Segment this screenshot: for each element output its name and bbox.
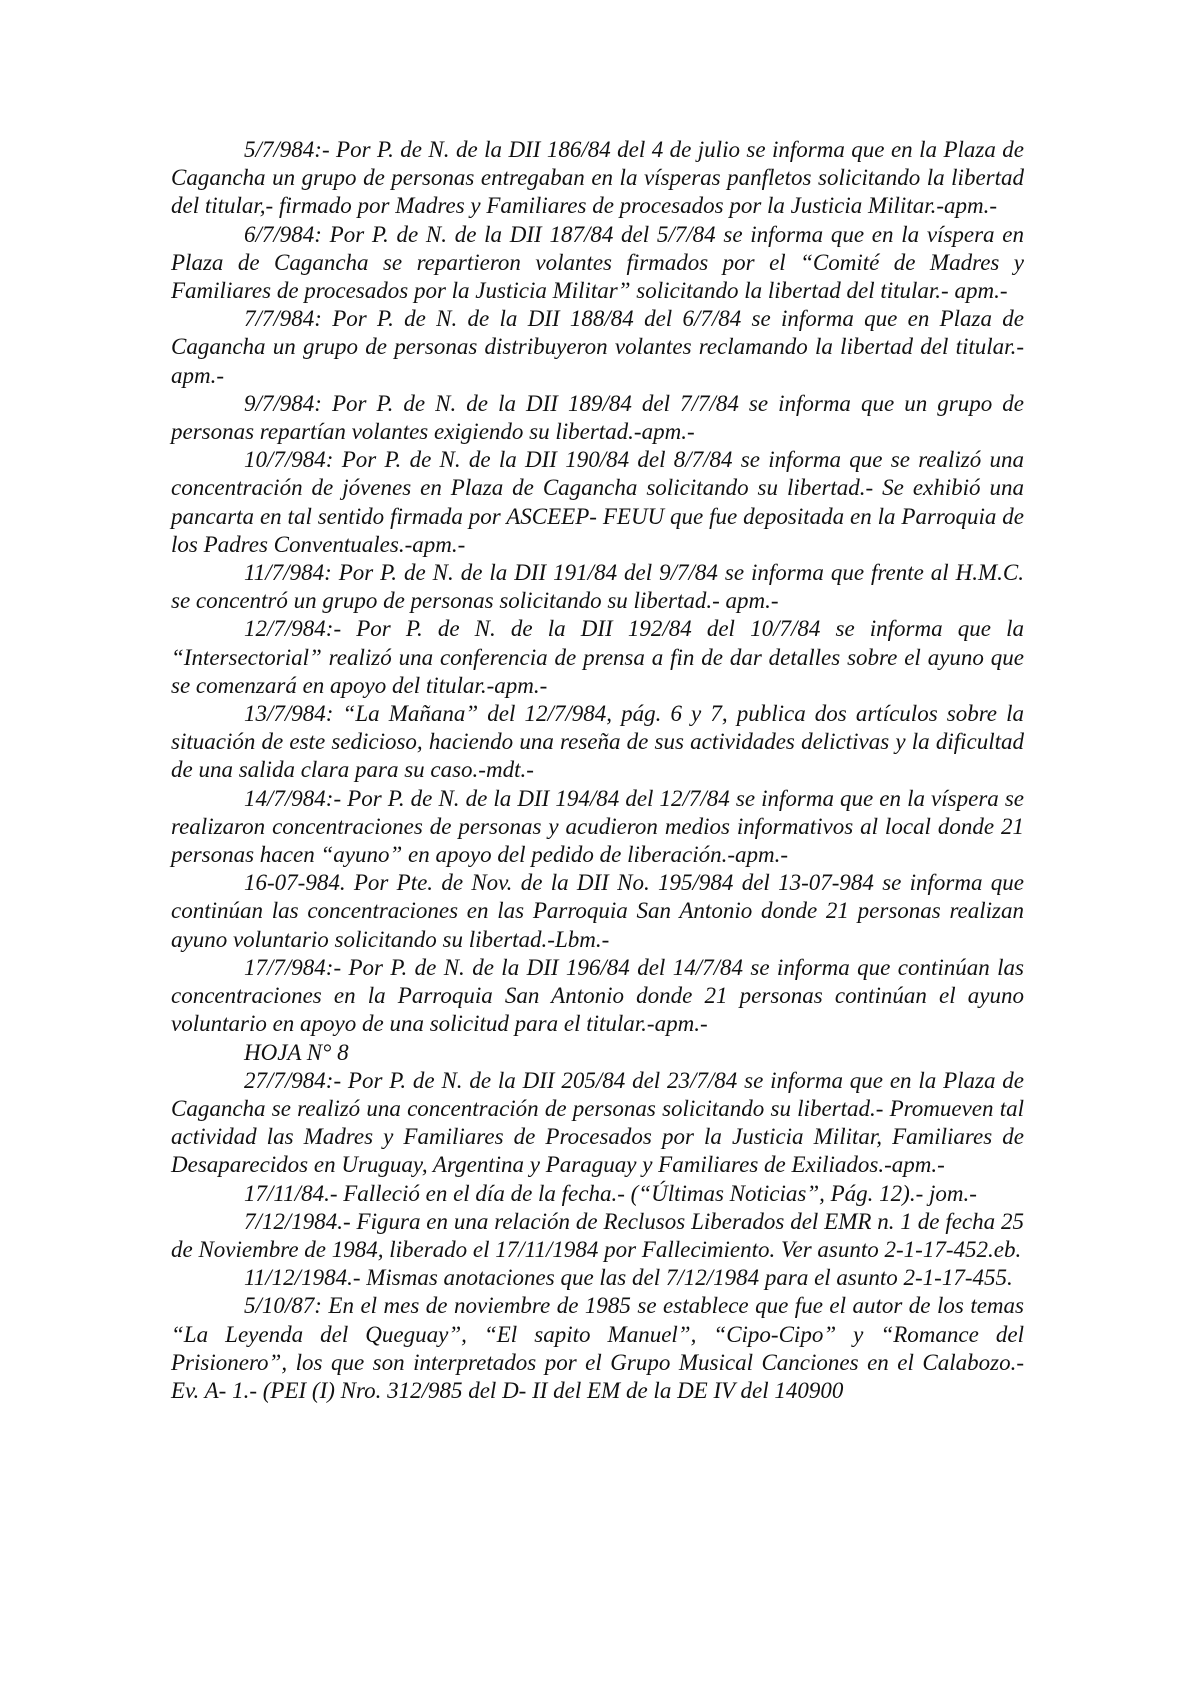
entry-paragraph: 7/7/984: Por P. de N. de la DII 188/84 del 6/7/84 se informa que en Plaza de Cagancha un grupo de personas distribuyeron volantes reclamando la libertad del titular.-apm.- [171,306,1024,388]
entry-paragraph: 11/7/984: Por P. de N. de la DII 191/84 del 9/7/84 se informa que frente al H.M.C. se concentró un grupo de personas solicitando su libertad.- apm.- [171,560,1024,614]
entry-paragraph: 5/10/87: En el mes de noviembre de 1985 se establece que fue el autor de los temas “La Leyenda del Queguay”, “El sapito Manuel”, “Cipo-Cipo” y “Romance del Prisionero”, los que son interpretados por el Grupo Musical Canciones en el Calabozo.- Ev. A- 1.- (PEI (I) Nro. 312/985 del D- II del EM de la DE IV del 140900 [171,1293,1024,1403]
entry-paragraph: 27/7/984:- Por P. de N. de la DII 205/84 del 23/7/84 se informa que en la Plaza de Cagancha se realizó una concentración de personas solicitando su libertad.- Promueven tal actividad las Madres y Familiares de Procesados por la Justicia Militar, Familiares de Desaparecidos en Uruguay, Argentina y Paraguay y Familiares de Exiliados.-apm.- [171,1067,1024,1178]
entry-paragraph: 13/7/984: “La Mañana” del 12/7/984, pág. 6 y 7, publica dos artículos sobre la situación de este sedicioso, haciendo una reseña de sus actividades delictivas y la dificultad de una salida clara para su caso.-mdt.- [171,701,1024,783]
document-page [171,136,1024,1405]
entry-paragraph: 11/12/1984.- Mismas anotaciones que las del 7/12/1984 para el asunto 2-1-17-455. [244,1265,1013,1291]
entry-paragraph: 14/7/984:- Por P. de N. de la DII 194/84 del 12/7/84 se informa que en la víspera se realizaron concentraciones de personas y acudieron medios informativos al local donde 21 personas hacen “ayuno” en apoyo del pedido de liberación.-apm.- [171,785,1024,868]
entry-paragraph: 9/7/984: Por P. de N. de la DII 189/84 del 7/7/84 se informa que un grupo de personas repartían volantes exigiendo su libertad.-apm.- [171,390,1024,445]
entry-paragraph: 17/7/984:- Por P. de N. de la DII 196/84 del 14/7/84 se informa que continúan las concentraciones en la Parroquia San Antonio donde 21 personas continúan el ayuno voluntario en apoyo de una solicitud para el titular.-apm.- [171,954,1024,1037]
entry-paragraph: 12/7/984:- Por P. de N. de la DII 192/84 del 10/7/84 se informa que la “Intersectorial” realizó una conferencia de prensa a fin de dar detalles sobre el ayuno que se comenzará en apoyo del titular.-apm.- [171,616,1024,698]
entry-paragraph: 5/7/984:- Por P. de N. de la DII 186/84 del 4 de julio se informa que en la Plaza de Cagancha un grupo de personas entregaban en la vísperas panfletos solicitando la libertad del titular,- firmado por Madres y Familiares de procesados por la Justicia Militar.-apm.- [171,137,1024,219]
entry-paragraph: 17/11/84.- Falleció en el día de la fecha.- (“Últimas Noticias”, Pág. 12).- jom.- [244,1180,977,1206]
entry-paragraph: 6/7/984: Por P. de N. de la DII 187/84 del 5/7/84 se informa que en la víspera en Plaza de Cagancha se repartieron volantes firmados por el “Comité de Madres y Familiares de procesados por la Justicia Militar” solicitando la libertad del titular.- apm.- [171,221,1024,304]
entry-paragraph: 7/12/1984.- Figura en una relación de Reclusos Liberados del EMR n. 1 de fecha 25 de Noviembre de 1984, liberado el 17/11/1984 por Fallecimiento. Ver asunto 2-1-17-452.eb. [171,1208,1024,1262]
entry-paragraph: 10/7/984: Por P. de N. de la DII 190/84 del 8/7/84 se informa que se realizó una concentración de jóvenes en Plaza de Cagancha solicitando su libertad.- Se exhibió una pancarta en tal sentido firmada por ASCEEP- FEUU que fue depositada en la Parroquia de los Padres Conventuales.-apm.- [171,447,1024,557]
entry-paragraph: 16-07-984. Por Pte. de Nov. de la DII No. 195/984 del 13-07-984 se informa que continúan las concentraciones en las Parroquia San Antonio donde 21 personas realizan ayuno voluntario solicitando su libertad.-Lbm.- [171,870,1024,952]
sheet-marker: HOJA N° 8 [244,1039,349,1065]
